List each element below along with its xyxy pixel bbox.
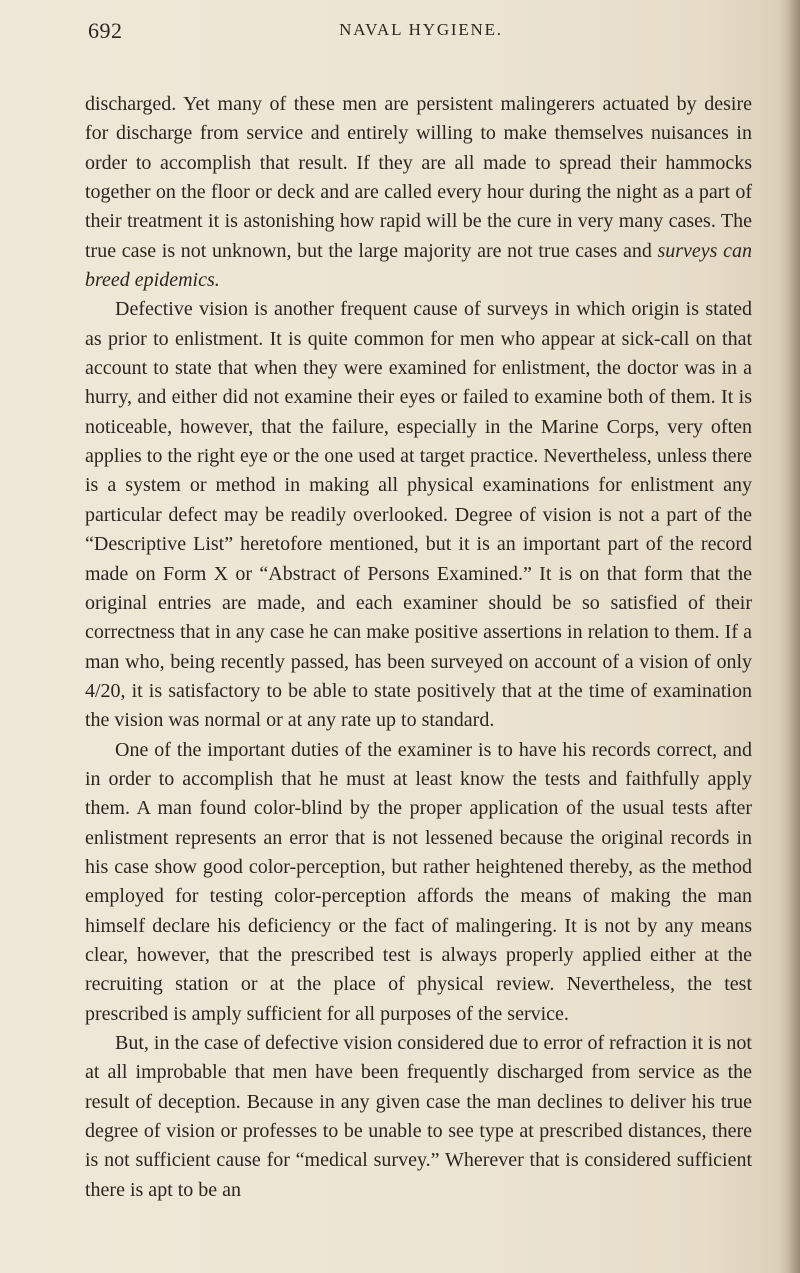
- paragraph-3: [85, 736, 752, 1029]
- running-title: NAVAL HYGIENE.: [339, 20, 503, 39]
- running-head: [88, 14, 754, 48]
- paragraph-text: One of the important duties of the examiner is to have his records correct, and in order to accomplish that he must at least know the tests and faithfully apply them. A man found color-blind by the proper application of the usual tests after enlistment represents an error that is not lessened because the original records in his case show good color-perception, but rather heightened thereby, as the method employed for testing color-perception affords the means of making the man himself declare his deficiency or the fact of malingering. It is not by any means clear, however, that the prescribed test is always properly applied either at the recruiting station or at the place of physical review. Nevertheless, the test prescribed is amply sufficient for all purposes of the service.: [85, 738, 752, 1025]
- paragraph-2: [85, 295, 752, 735]
- body-text: [85, 90, 752, 1205]
- paragraph-4: [85, 1029, 752, 1205]
- page-edge-shadow: [778, 0, 800, 1273]
- paragraph-1: [85, 90, 752, 295]
- paragraph-text: But, in the case of defective vision considered due to error of refraction it is not at all improbable that men have been frequently discharged from service as the result of deception. Because in any given case the man declines to deliver his true degree of vision or professes to be unable to see type at prescribed distances, there is not sufficient cause for “medical survey.” Wherever that is considered sufficient there is apt to be an: [85, 1032, 752, 1201]
- italic-phrase: surveys can breed epidemics.: [85, 239, 752, 292]
- page-number: 692: [88, 18, 123, 43]
- paragraph-text: Defective vision is another frequent cause of surveys in which origin is stated as prior to enlistment. It is quite common for men who appear at sick-call on that account to state that when they were examined for enlistment, the doctor was in a hurry, and either did not examine their eyes or failed to examine both of them. It is noticeable, however, that the failure, especially in the Marine Corps, very often applies to the right eye or the one used at target practice. Nevertheless, unless there is a system or method in making all physical examinations for enlistment any particular defect may be readily overlooked. Degree of vision is not a part of the “Descriptive List” heretofore mentioned, but it is an important part of the record made on Form X or “Abstract of Persons Examined.” It is on that form that the original entries are made, and each examiner should be so satisfied of their correctness that in any case he can make positive assertions in relation to them. If a man who, being recently passed, has been surveyed on account of a vision of only 4/20, it is satisfactory to be able to state positively that at the time of examination the vision was normal or at any rate up to standard.: [85, 298, 752, 732]
- paragraph-text: discharged. Yet many of these men are persistent malingerers actuated by desire for discharge from service and entirely willing to make themselves nuisances in order to accomplish that result. If they are all made to spread their hammocks together on the floor or deck and are called every hour during the night as a part of their treatment it is astonishing how rapid will be the cure in very many cases. The true case is not unknown, but the large majority are not true cases and: [85, 93, 752, 262]
